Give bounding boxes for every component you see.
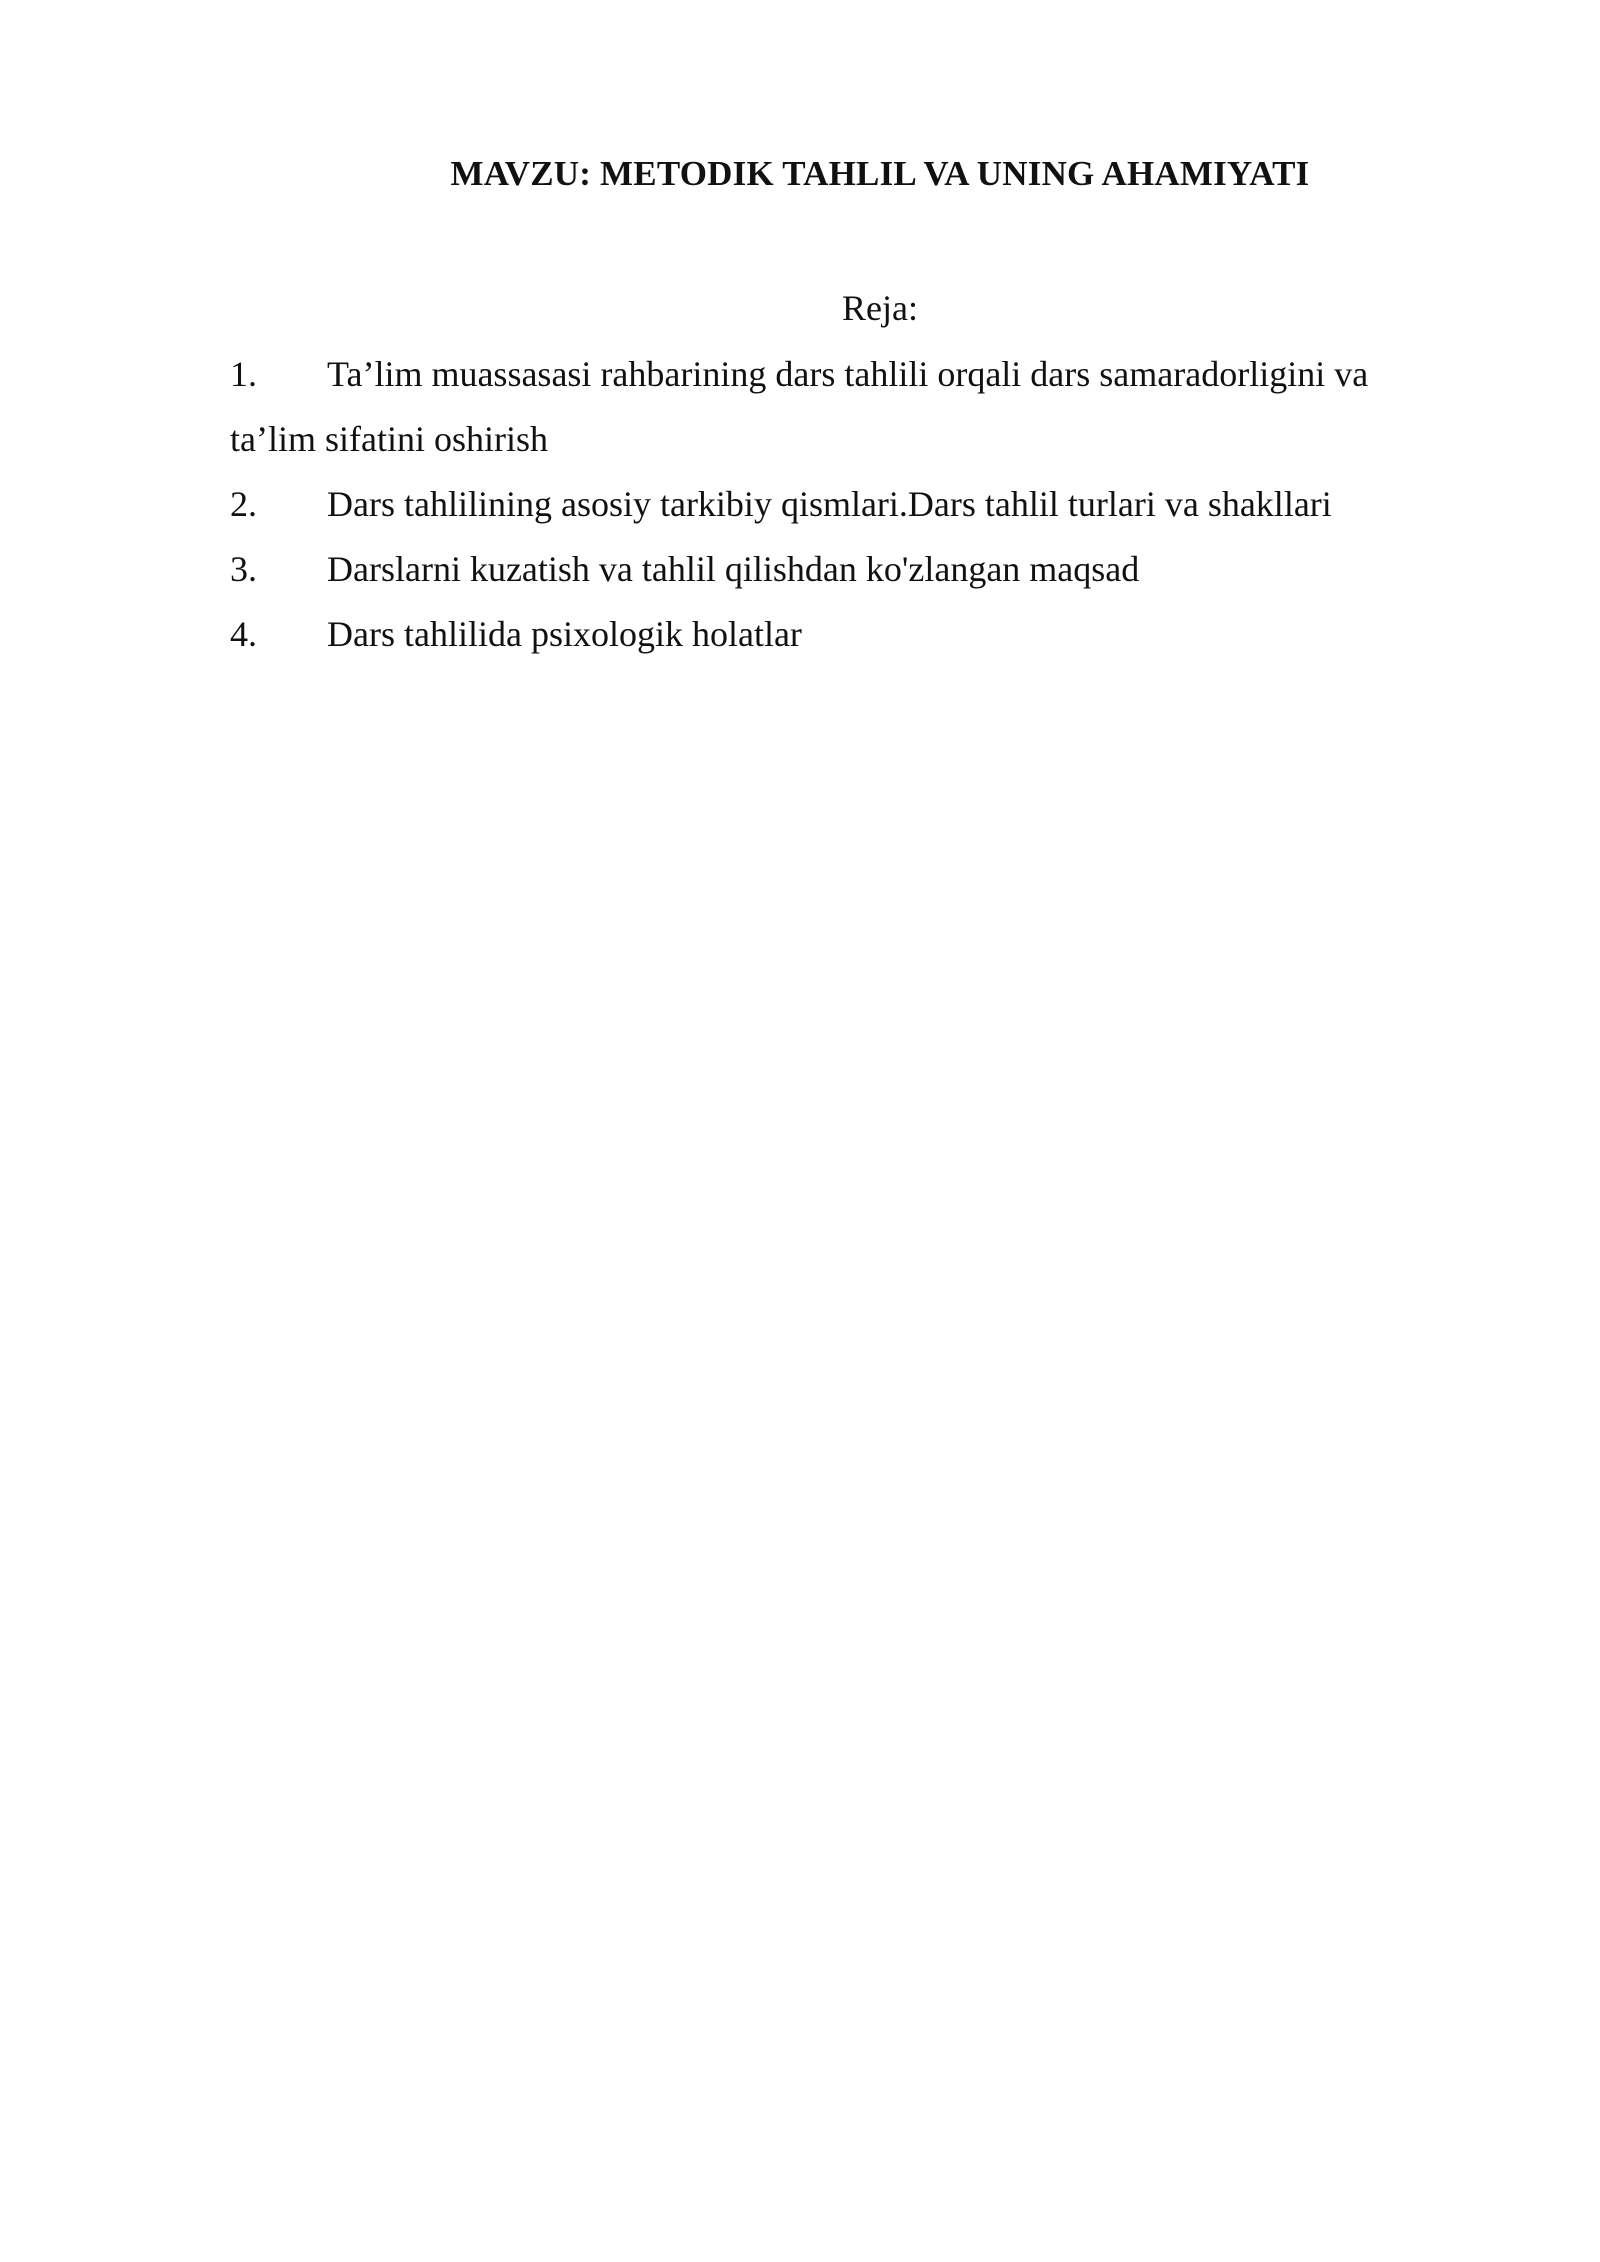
plan-item [230,537,1430,602]
document-title: MAVZU: METODIK TAHLIL VA UNING AHAMIYATI [450,154,1310,193]
plan-item-number: 3. [230,549,257,589]
plan-item-number: 2. [230,484,257,524]
plan-item-text: Darslarni kuzatish va tahlil qilishdan ko'zlangan maqsad [327,549,1140,589]
plan-list [230,342,1430,667]
plan-heading: Reja: [842,288,918,328]
plan-item-text: Dars tahlilida psixologik holatlar [327,614,802,654]
plan-item-number: 4. [230,614,257,654]
plan-item-text: Ta’lim muassasasi rahbarining dars tahlili orqali dars samaradorligini va ta’lim sifatini oshirish [230,354,1369,459]
plan-item [230,472,1430,537]
plan-item-number: 1. [230,354,257,394]
plan-item [230,342,1430,472]
plan-item-text: Dars tahlilining asosiy tarkibiy qismlari.Dars tahlil turlari va shakllari [327,484,1332,524]
plan-item [230,602,1430,667]
